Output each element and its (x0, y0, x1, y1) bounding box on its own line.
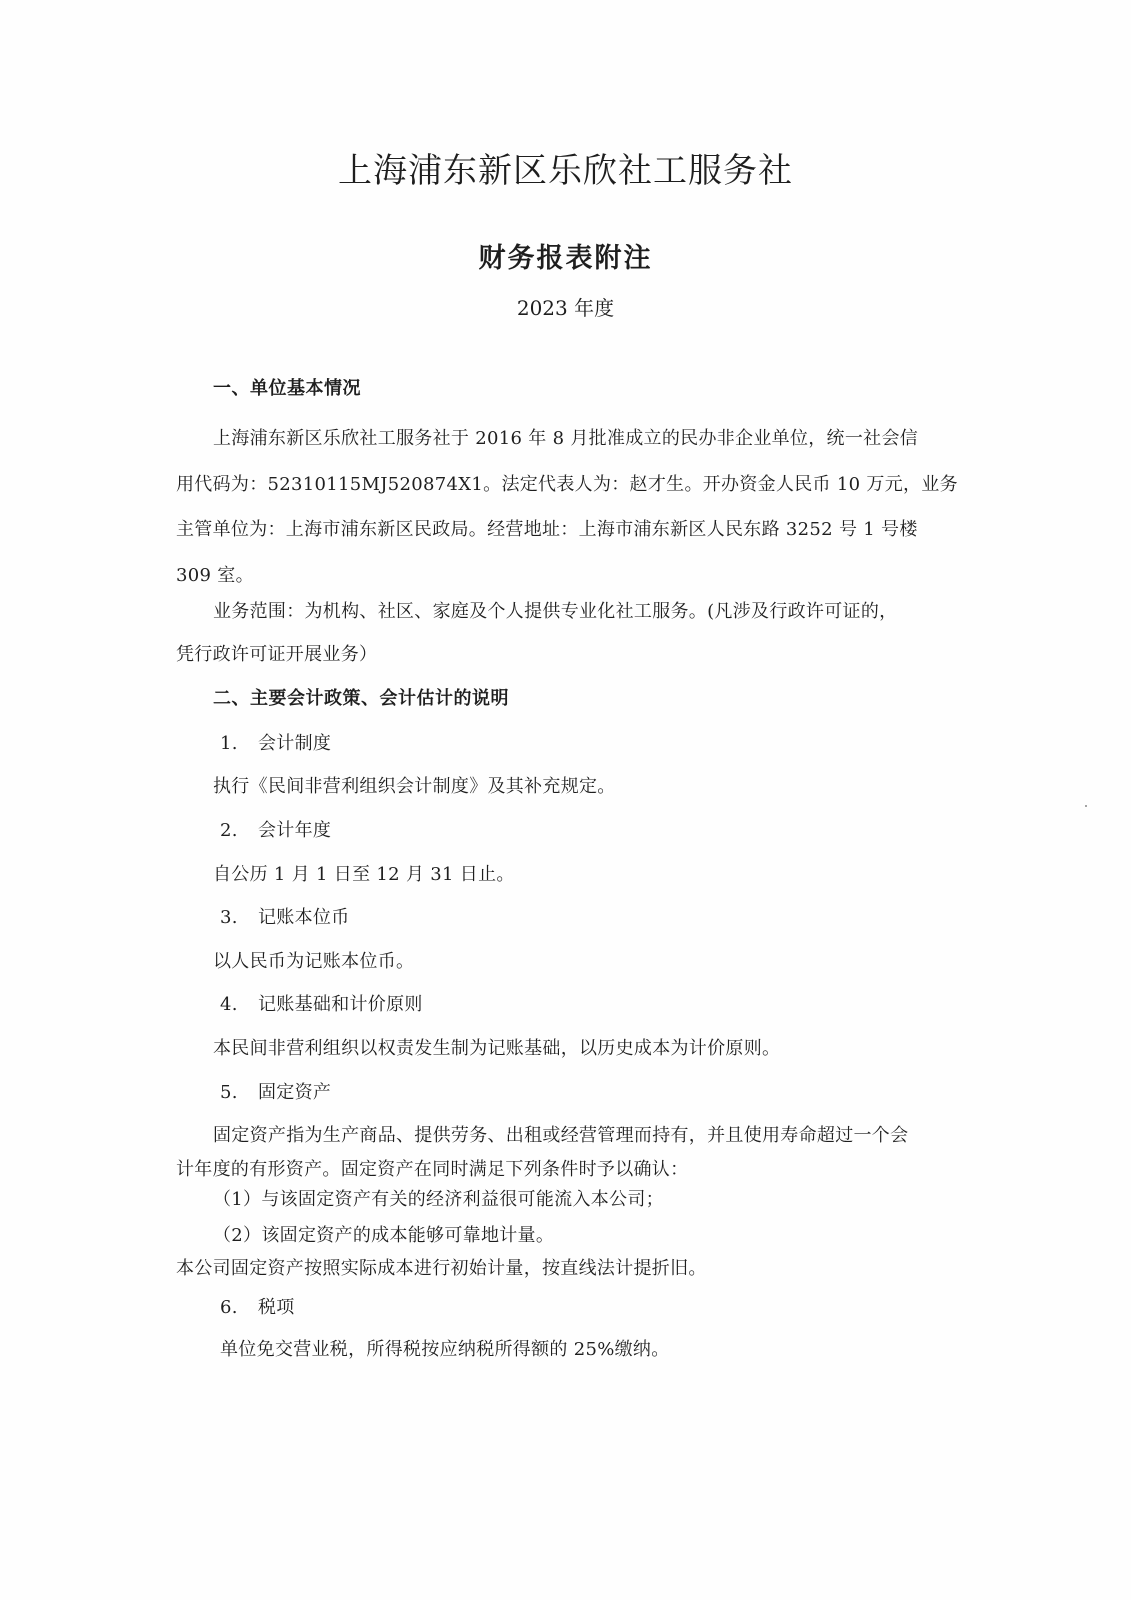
report-year: 2023 年度 (516, 296, 615, 320)
item-title: 固定资产 (258, 1082, 332, 1103)
item-number: 5. (220, 1082, 238, 1103)
section-1-heading: 一、单位基本情况 (213, 378, 361, 399)
item-2-title (220, 816, 331, 842)
item-number: 3. (220, 907, 238, 928)
fixed-assets-line-1: 固定资产指为生产商品、提供劳务、出租或经营管理而持有，并且使用寿命超过一个会 (213, 1125, 909, 1146)
basic-info-line-4: 309 室。 (176, 565, 254, 586)
item-3-text: 以人民币为记账本位币。 (213, 951, 415, 972)
item-number: 1. (220, 733, 238, 754)
item-number: 6. (220, 1297, 238, 1318)
organization-title: 上海浦东新区乐欣社工服务社 (338, 151, 793, 191)
fixed-assets-line-3: 本公司固定资产按照实际成本进行初始计量，按直线法计提折旧。 (176, 1258, 707, 1279)
item-1-title (220, 729, 331, 755)
business-scope-line-2: 凭行政许可证开展业务） (176, 644, 378, 665)
item-number: 4. (220, 994, 238, 1015)
item-6-title (220, 1293, 295, 1319)
item-1-text: 执行《民间非营利组织会计制度》及其补充规定。 (213, 776, 616, 797)
fixed-assets-line-2: 计年度的有形资产。固定资产在同时满足下列条件时予以确认： (176, 1159, 689, 1180)
item-title: 会计年度 (258, 820, 332, 841)
item-number: 2. (220, 820, 238, 841)
item-title: 记账基础和计价原则 (258, 994, 423, 1015)
basic-info-line-2: 用代码为：52310115MJ520874X1。法定代表人为：赵才生。开办资金人民币 10 万元，业务 (176, 474, 958, 495)
item-title: 记账本位币 (258, 907, 350, 928)
item-title: 会计制度 (258, 733, 332, 754)
fixed-assets-condition-2: （2）该固定资产的成本能够可靠地计量。 (213, 1225, 555, 1246)
basic-info-line-3: 主管单位为：上海市浦东新区民政局。经营地址：上海市浦东新区人民东路 3252 号 1 号楼 (176, 519, 918, 540)
item-2-text: 自公历 1 月 1 日至 12 月 31 日止。 (213, 864, 515, 885)
scan-speck (1085, 805, 1087, 807)
item-6-text: 单位免交营业税，所得税按应纳税所得额的 25%缴纳。 (220, 1339, 670, 1360)
item-title: 税项 (258, 1297, 295, 1318)
item-5-title (220, 1078, 331, 1104)
business-scope-line-1: 业务范围：为机构、社区、家庭及个人提供专业化社工服务。(凡涉及行政许可证的， (213, 601, 898, 622)
section-2-heading: 二、主要会计政策、会计估计的说明 (213, 688, 509, 709)
item-3-title (220, 903, 350, 929)
document-title: 财务报表附注 (478, 243, 653, 274)
item-4-title (220, 990, 423, 1016)
item-4-text: 本民间非营利组织以权责发生制为记账基础，以历史成本为计价原则。 (213, 1038, 781, 1059)
fixed-assets-condition-1: （1）与该固定资产有关的经济利益很可能流入本公司； (213, 1189, 664, 1210)
basic-info-line-1: 上海浦东新区乐欣社工服务社于 2016 年 8 月批准成立的民办非企业单位，统一社会信 (213, 428, 919, 449)
